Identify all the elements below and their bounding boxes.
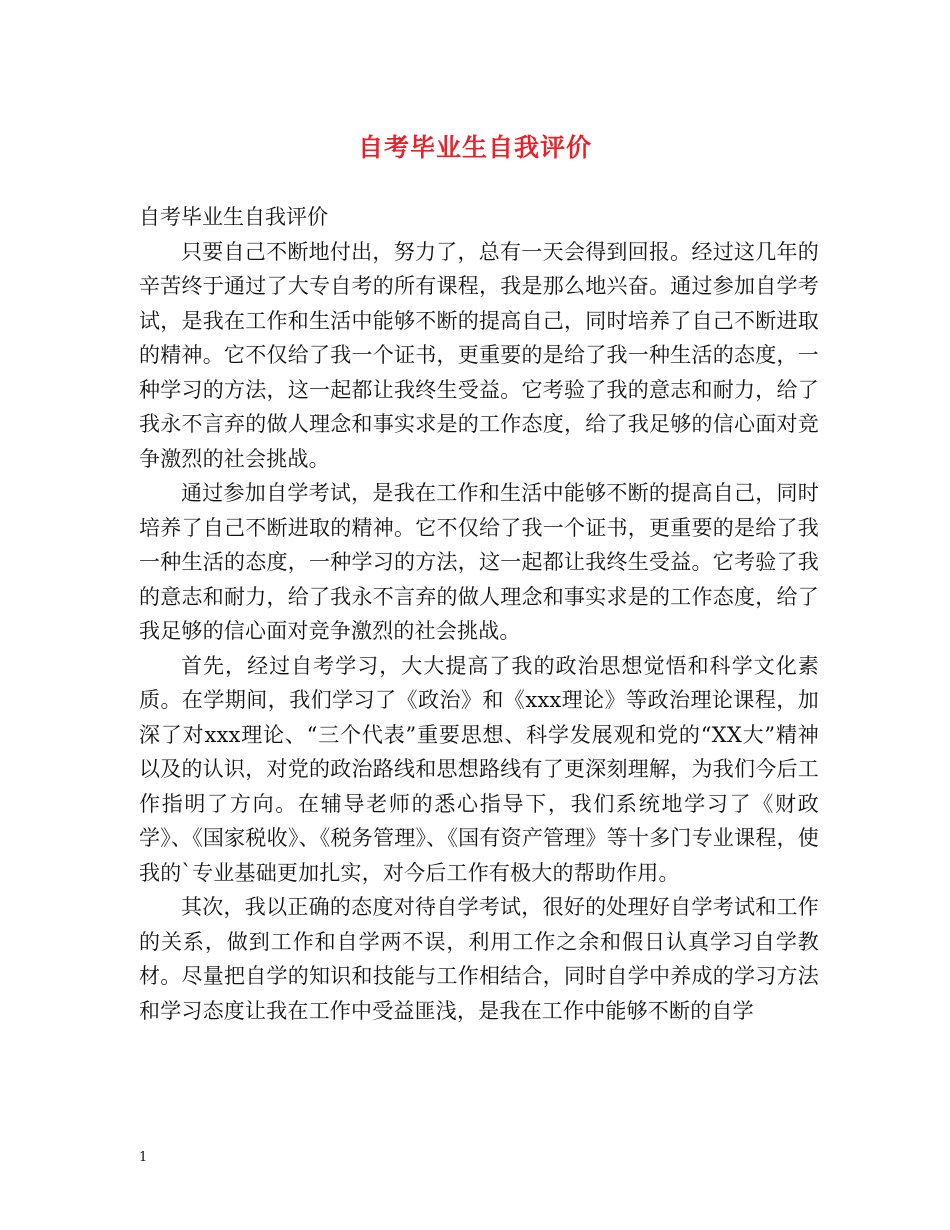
document-title: 自考毕业生自我评价: [357, 133, 592, 162]
document-subtitle: 自考毕业生自我评价: [139, 205, 328, 229]
paragraph-1: 只要自己不断地付出，努力了，总有一天会得到回报。经过这几年的辛苦终于通过了大专自考的所有课程，我是那么地兴奋。通过参加自学考试，是我在工作和生活中能够不断的提高自己，同时培养了自己不断进取的精神。它不仅给了我一个证书，更重要的是给了我一种生活的态度，一种学习的方法，这一起都让我终生受益。它考验了我的意志和耐力，给了我永不言弃的做人理念和事实求是的工作态度，给了我足够的信心面对竞争激烈的社会挑战。: [139, 239, 819, 471]
document-body: [139, 200, 819, 1028]
paragraph-2: 通过参加自学考试，是我在工作和生活中能够不断的提高自己，同时培养了自己不断进取的精神。它不仅给了我一个证书，更重要的是给了我一种生活的态度，一种学习的方法，这一起都让我终生受益。它考验了我的意志和耐力，给了我永不言弃的做人理念和事实求是的工作态度，给了我足够的信心面对竞争激烈的社会挑战。: [139, 481, 819, 643]
paragraph-3: 首先，经过自考学习，大大提高了我的政治思想觉悟和科学文化素质。在学期间，我们学习了《政治》和《xxx理论》等政治理论课程，加深了对xxx理论、“三个代表”重要思想、科学发展观和党的“XX大”精神以及的认识，对党的政治路线和思想路线有了更深刻理解，为我们今后工作指明了方向。在辅导老师的悉心指导下，我们系统地学习了《财政学》、《国家税收》、《税务管理》、《国有资产管理》等十多门专业课程，使我的`专业基础更加扎实，对今后工作有极大的帮助作用。: [139, 653, 819, 885]
paragraph-4: 其次，我以正确的态度对待自学考试，很好的处理好自学考试和工作的关系，做到工作和自学两不误，利用工作之余和假日认真学习自学教材。尽量把自学的知识和技能与工作相结合，同时自学中养成的学习方法和学习态度让我在工作中受益匪浅，是我在工作中能够不断的自学: [139, 895, 819, 1023]
page-number: 1: [139, 1150, 148, 1165]
